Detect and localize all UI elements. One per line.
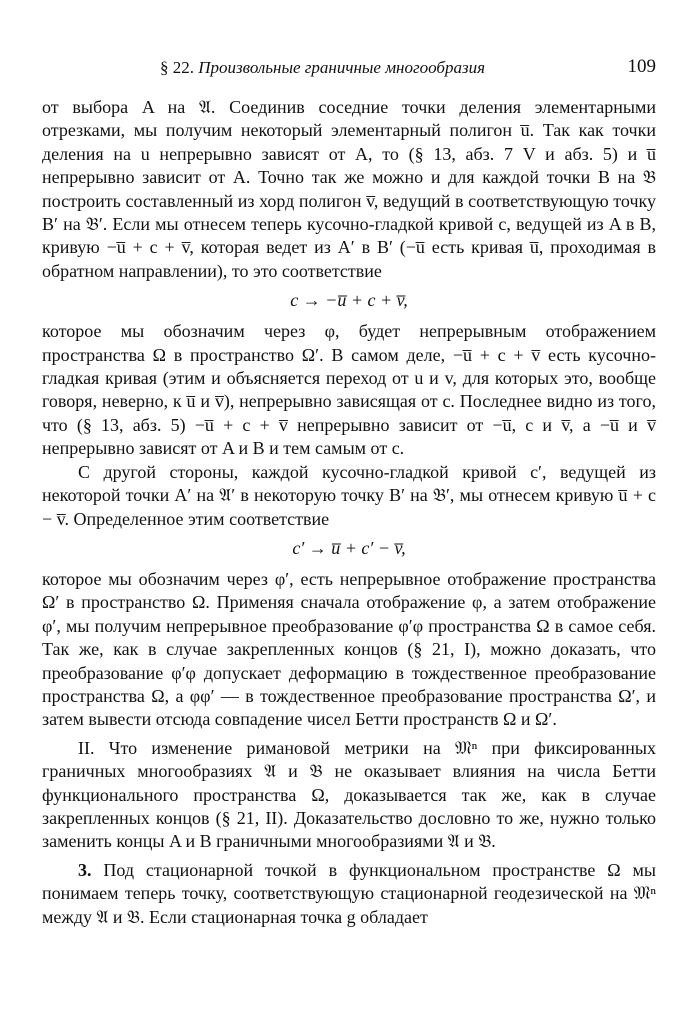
item-number: 3.: [78, 859, 92, 880]
page-header: [42, 56, 656, 86]
paragraph-4: которое мы обозначим через φ′, есть непрерывное отображение пространства Ω′ в пространство Ω. Применяя сначала отображение φ, а затем отображение φ′, мы получим непрерывное преобразование φ′φ пространства Ω в самое себя. Так же, как в случае закрепленных концов (§ 21, I), можно доказать, что преобразование φ′φ допускает деформацию в тождественное преобразование пространства Ω, а φφ′ — в тождественное преобразование пространства Ω′, и затем вывести отсюда совпадение чисел Бетти пространств Ω и Ω′.: [42, 568, 656, 730]
formula-2: c′ → u̅ + c′ − v̅,: [292, 537, 406, 558]
paragraph-6: [42, 859, 656, 929]
section-number: § 22.: [160, 58, 194, 77]
section-title: Произвольные граничные многообразия: [198, 58, 485, 77]
paragraph-1: от выбора A на 𝔄. Соединив соседние точки деления элементарными отрезками, мы получим некоторый элементарный полигон u̅. Так как точки деления на u непрерывно зависят от A, то (§ 13, абз. 7 V и абз. 5) и u̅ непрерывно зависит от A. Точно так же можно и для каждой точки B на 𝔅 построить составленный из хорд полигон v̅, ведущий в соответствующую точку B′ на 𝔅′. Если мы отнесем теперь кусочно-гладкой кривой c, ведущей из A в B, кривую −u̅ + c + v̅, которая ведет из A′ в B′ (−u̅ есть кривая u̅, проходимая в обратном направлении), то это соответствие: [42, 97, 656, 281]
running-head: [160, 58, 485, 78]
body-text: [42, 96, 656, 929]
paragraph-3: С другой стороны, каждой кусочно-гладкой кривой c′, ведущей из некоторой точки A′ на 𝔄′ в некоторую точку B′ на 𝔅′, мы отнесем кривую u̅ + c − v̅. Определенное этим соответствие: [42, 461, 656, 529]
formula-1: c → −u̅ + c + v̅,: [290, 290, 408, 311]
paragraph-6-text: Под стационарной точкой в функциональном пространстве Ω мы понимаем теперь точку, соответствующую стационарной геодезической на 𝔐ⁿ между 𝔄 и 𝔅. Если стационарная точка g обладает: [42, 859, 656, 927]
page-number: 109: [627, 56, 656, 77]
paragraph-5: II. Что изменение римановой метрики на 𝔐ⁿ при фиксированных граничных многообразиях 𝔄 и 𝔅 не оказывает влияния на числа Бетти функционального пространства Ω, доказывается так же, как в случае закрепленных концов (§ 21, II). Доказательство дословно то же, нужно только заменить концы A и B граничными многообразиями 𝔄 и 𝔅.: [42, 737, 656, 852]
paragraph-2: которое мы обозначим через φ, будет непрерывным отображением пространства Ω в пространство Ω′. В самом деле, −u̅ + c + v̅ есть кусочно-гладкая кривая (этим и объясняется переход от u и v, для которых это, вообще говоря, неверно, к u̅ и v̅), непрерывно зависящая от c. Последнее видно из того, что (§ 13, абз. 5) −u̅ + c + v̅ непрерывно зависит от −u̅, c и v̅, а −u̅ и v̅ непрерывно зависят от A и B и тем самым от c.: [42, 321, 656, 459]
